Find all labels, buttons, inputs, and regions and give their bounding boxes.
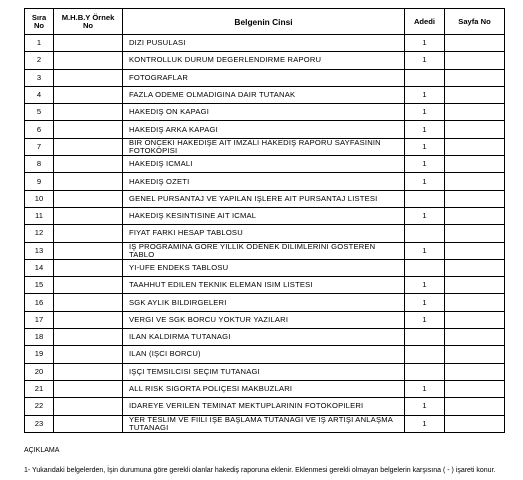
table-row bbox=[25, 156, 505, 173]
row-page-no bbox=[445, 225, 505, 242]
table-row bbox=[25, 294, 505, 311]
row-mhby-no bbox=[54, 398, 123, 415]
row-page-no bbox=[445, 138, 505, 155]
table-header-row bbox=[25, 9, 505, 35]
row-quantity: 1 bbox=[405, 311, 445, 328]
row-quantity: 1 bbox=[405, 173, 445, 190]
table-row bbox=[25, 311, 505, 328]
table-row bbox=[25, 329, 505, 346]
header-adedi: Adedi bbox=[405, 9, 445, 35]
row-document-name: VERGI VE SGK BORCU YOKTUR YAZILARI bbox=[123, 311, 405, 328]
row-number: 1 bbox=[25, 35, 54, 52]
row-quantity: 1 bbox=[405, 380, 445, 397]
row-page-no bbox=[445, 156, 505, 173]
row-page-no bbox=[445, 398, 505, 415]
row-page-no bbox=[445, 346, 505, 363]
row-page-no bbox=[445, 207, 505, 224]
row-number: 6 bbox=[25, 121, 54, 138]
row-mhby-no bbox=[54, 156, 123, 173]
row-page-no bbox=[445, 242, 505, 259]
row-quantity bbox=[405, 225, 445, 242]
table-row bbox=[25, 242, 505, 259]
row-number: 15 bbox=[25, 277, 54, 294]
row-mhby-no bbox=[54, 173, 123, 190]
row-mhby-no bbox=[54, 86, 123, 103]
row-quantity: 1 bbox=[405, 138, 445, 155]
row-document-name: HAKEDIŞ KESINTISINE AIT ICMAL bbox=[123, 207, 405, 224]
row-mhby-no bbox=[54, 259, 123, 276]
table-row bbox=[25, 35, 505, 52]
row-quantity: 1 bbox=[405, 104, 445, 121]
row-document-name: ILAN (IŞCI BORCU) bbox=[123, 346, 405, 363]
row-document-name: HAKEDIŞ OZETI bbox=[123, 173, 405, 190]
row-document-name: ALL RISK SIGORTA POLIÇESI MAKBUZLARI bbox=[123, 380, 405, 397]
row-number: 3 bbox=[25, 69, 54, 86]
row-quantity bbox=[405, 190, 445, 207]
row-page-no bbox=[445, 329, 505, 346]
row-quantity: 1 bbox=[405, 398, 445, 415]
row-page-no bbox=[445, 190, 505, 207]
row-page-no bbox=[445, 104, 505, 121]
row-quantity bbox=[405, 69, 445, 86]
row-page-no bbox=[445, 69, 505, 86]
row-document-name: TAAHHUT EDILEN TEKNIK ELEMAN ISIM LISTESI bbox=[123, 277, 405, 294]
row-number: 11 bbox=[25, 207, 54, 224]
notes-section bbox=[24, 447, 519, 475]
table-row bbox=[25, 277, 505, 294]
row-document-name: BIR ONCEKI HAKEDIŞE AIT IMZALI HAKEDIŞ RAPORU SAYFASININ FOTOKÖPISI bbox=[123, 138, 405, 155]
row-document-name: GENEL PURSANTAJ VE YAPILAN IŞLERE AIT PURSANTAJ LISTESI bbox=[123, 190, 405, 207]
row-page-no bbox=[445, 415, 505, 432]
row-mhby-no bbox=[54, 69, 123, 86]
row-page-no bbox=[445, 35, 505, 52]
table-row bbox=[25, 52, 505, 69]
row-page-no bbox=[445, 86, 505, 103]
header-sayfa-no: Sayfa No bbox=[445, 9, 505, 35]
notes-title: AÇIKLAMA bbox=[24, 447, 60, 454]
row-mhby-no bbox=[54, 35, 123, 52]
row-mhby-no bbox=[54, 138, 123, 155]
row-page-no bbox=[445, 259, 505, 276]
notes-item: 1- Yukarıdaki belgelerden, İşin durumuna göre gerekli olanlar hakediş raporuna eklenir. Eklenmesi gerekli olmayan belgelerin karşısına ( - ) işareti konur. bbox=[24, 466, 496, 474]
table-row bbox=[25, 346, 505, 363]
table-row bbox=[25, 190, 505, 207]
table-row bbox=[25, 259, 505, 276]
table-row bbox=[25, 207, 505, 224]
row-document-name: ILAN KALDIRMA TUTANAGI bbox=[123, 329, 405, 346]
row-number: 19 bbox=[25, 346, 54, 363]
row-quantity: 1 bbox=[405, 52, 445, 69]
table-body bbox=[25, 35, 505, 433]
row-mhby-no bbox=[54, 207, 123, 224]
row-document-name: IDAREYE VERILEN TEMINAT MEKTUPLARININ FOTOKOPILERI bbox=[123, 398, 405, 415]
row-number: 23 bbox=[25, 415, 54, 432]
table-row bbox=[25, 138, 505, 155]
row-page-no bbox=[445, 311, 505, 328]
row-document-name: YER TESLIM VE FIILI IŞE BAŞLAMA TUTANAGI VE IŞ ARTIŞI ANLAŞMA TUTANAGI bbox=[123, 415, 405, 432]
row-document-name: IŞ PROGRAMINA GORE YILLIK ODENEK DILIMLERINI GOSTEREN TABLO bbox=[123, 242, 405, 259]
table-row bbox=[25, 380, 505, 397]
row-number: 12 bbox=[25, 225, 54, 242]
row-page-no bbox=[445, 294, 505, 311]
row-mhby-no bbox=[54, 311, 123, 328]
table-row bbox=[25, 86, 505, 103]
row-number: 22 bbox=[25, 398, 54, 415]
table-row bbox=[25, 225, 505, 242]
row-number: 17 bbox=[25, 311, 54, 328]
row-quantity: 1 bbox=[405, 294, 445, 311]
table-row bbox=[25, 104, 505, 121]
table-row bbox=[25, 415, 505, 432]
row-document-name: HAKEDIŞ ICMALI bbox=[123, 156, 405, 173]
row-number: 14 bbox=[25, 259, 54, 276]
row-mhby-no bbox=[54, 380, 123, 397]
row-mhby-no bbox=[54, 190, 123, 207]
row-mhby-no bbox=[54, 415, 123, 432]
table-row bbox=[25, 121, 505, 138]
row-document-name: KONTROLLUK DURUM DEGERLENDIRME RAPORU bbox=[123, 52, 405, 69]
row-page-no bbox=[445, 380, 505, 397]
row-page-no bbox=[445, 277, 505, 294]
row-mhby-no bbox=[54, 242, 123, 259]
row-quantity: 1 bbox=[405, 121, 445, 138]
header-mhby-ornek-no: M.H.B.Y Örnek No bbox=[54, 9, 123, 35]
row-number: 8 bbox=[25, 156, 54, 173]
header-belgenin-cinsi: Belgenin Cinsi bbox=[123, 9, 405, 35]
table-row bbox=[25, 173, 505, 190]
row-document-name: DIZI PUSULASI bbox=[123, 35, 405, 52]
row-number: 21 bbox=[25, 380, 54, 397]
row-number: 9 bbox=[25, 173, 54, 190]
row-document-name: HAKEDIŞ ARKA KAPAGI bbox=[123, 121, 405, 138]
row-number: 20 bbox=[25, 363, 54, 380]
row-quantity: 1 bbox=[405, 277, 445, 294]
row-quantity: 1 bbox=[405, 35, 445, 52]
row-quantity: 1 bbox=[405, 415, 445, 432]
row-mhby-no bbox=[54, 329, 123, 346]
row-document-name: SGK AYLIK BILDIRGELERI bbox=[123, 294, 405, 311]
row-number: 2 bbox=[25, 52, 54, 69]
row-quantity bbox=[405, 346, 445, 363]
row-number: 16 bbox=[25, 294, 54, 311]
row-number: 4 bbox=[25, 86, 54, 103]
row-document-name: FAZLA ODEME OLMADIGINA DAIR TUTANAK bbox=[123, 86, 405, 103]
row-document-name: IŞÇI TEMSILCISI SEÇIM TUTANAGI bbox=[123, 363, 405, 380]
table-row bbox=[25, 363, 505, 380]
row-number: 7 bbox=[25, 138, 54, 155]
row-document-name: FOTOGRAFLAR bbox=[123, 69, 405, 86]
row-document-name: FIYAT FARKI HESAP TABLOSU bbox=[123, 225, 405, 242]
row-quantity: 1 bbox=[405, 156, 445, 173]
row-page-no bbox=[445, 121, 505, 138]
row-quantity: 1 bbox=[405, 207, 445, 224]
row-number: 10 bbox=[25, 190, 54, 207]
header-sira-no: Sıra No bbox=[25, 9, 54, 35]
row-number: 5 bbox=[25, 104, 54, 121]
table-row bbox=[25, 69, 505, 86]
row-mhby-no bbox=[54, 346, 123, 363]
row-mhby-no bbox=[54, 363, 123, 380]
row-mhby-no bbox=[54, 277, 123, 294]
row-document-name: YI-UFE ENDEKS TABLOSU bbox=[123, 259, 405, 276]
row-page-no bbox=[445, 173, 505, 190]
row-quantity bbox=[405, 363, 445, 380]
row-mhby-no bbox=[54, 225, 123, 242]
row-number: 13 bbox=[25, 242, 54, 259]
row-quantity: 1 bbox=[405, 86, 445, 103]
document-list-table bbox=[24, 8, 505, 433]
row-quantity bbox=[405, 259, 445, 276]
row-document-name: HAKEDIŞ ON KAPAGI bbox=[123, 104, 405, 121]
row-mhby-no bbox=[54, 52, 123, 69]
row-page-no bbox=[445, 52, 505, 69]
row-number: 18 bbox=[25, 329, 54, 346]
row-mhby-no bbox=[54, 104, 123, 121]
row-quantity bbox=[405, 329, 445, 346]
row-mhby-no bbox=[54, 121, 123, 138]
row-quantity: 1 bbox=[405, 242, 445, 259]
table-row bbox=[25, 398, 505, 415]
row-mhby-no bbox=[54, 294, 123, 311]
row-page-no bbox=[445, 363, 505, 380]
